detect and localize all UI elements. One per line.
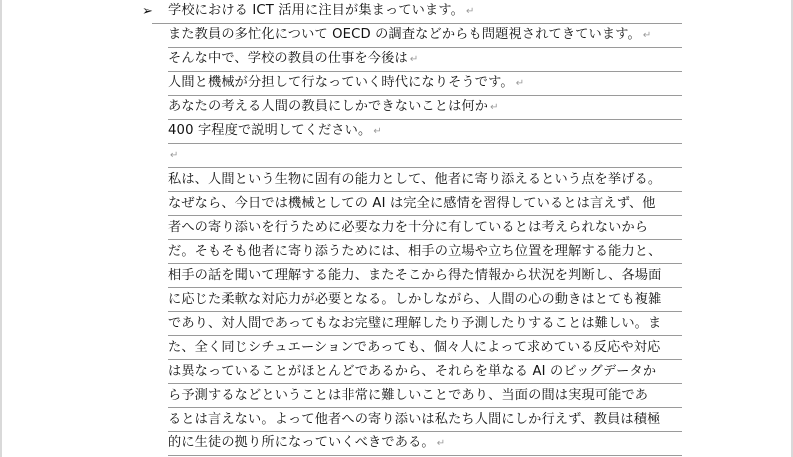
line-text: ら予測するなどということは非常に難しいことであり、当面の間は実現可能であ xyxy=(168,388,649,403)
text-line xyxy=(168,96,682,120)
text-line xyxy=(168,432,682,456)
line-text: であり、対人間であってもなお完璧に理解したり予測したりすることは難しい。ま xyxy=(168,316,662,331)
line-text: 者への寄り添いを行うために必要な力を十分に有しているとは考えられないから xyxy=(168,220,649,235)
text-line xyxy=(152,0,682,24)
text-line xyxy=(168,24,682,48)
text-line xyxy=(168,48,682,72)
line-text: た、全く同じシチュエーションであっても、個々人によって求めている反応や対応 xyxy=(168,340,661,355)
line-text: また教員の多忙化について OECD の調査などからも問題視されてきています。 ↵ xyxy=(168,27,652,42)
text-line xyxy=(168,168,682,192)
text-line xyxy=(168,72,682,96)
text-line xyxy=(168,240,682,264)
line-text: に応じた柔軟な対応力が必要となる。しかしながら、人間の心の動きはとても複雑 xyxy=(168,292,662,307)
line-text: 私は、人間という生物に固有の能力として、他者に寄り添えるという点を挙げる。 xyxy=(168,172,662,187)
paragraph-mark-icon: ↵ xyxy=(515,78,525,89)
line-text: 的に生徒の拠り所になっていくべきである。 ↵ xyxy=(168,435,446,450)
paragraph-mark-icon: ↵ xyxy=(436,438,446,449)
line-text: 学校における ICT 活用に注目が集まっています。 ↵ xyxy=(168,3,475,18)
line-text: は異なっていることがほとんどであるから、それらを単なる AI のビッグデータか xyxy=(168,364,657,379)
line-text: あなたの考える人間の教員にしかできないことは何か ↵ xyxy=(168,99,499,114)
text-line xyxy=(168,384,682,408)
text-line xyxy=(168,192,682,216)
line-text: なぜなら、今日では機械としての AI は完全に感情を習得しているとは言えず、他 xyxy=(168,196,656,211)
text-line xyxy=(168,408,682,432)
line-text xyxy=(168,147,179,164)
paragraph-mark-icon: ↵ xyxy=(490,102,499,113)
text-line xyxy=(168,360,682,384)
bullet-arrow-icon: ➢ xyxy=(142,4,153,19)
text-line xyxy=(168,312,682,336)
line-text: そんな中で、学校の教員の仕事を今後は ↵ xyxy=(168,51,419,66)
text-line xyxy=(168,216,682,240)
paragraph-mark-icon: ↵ xyxy=(465,6,475,17)
text-line xyxy=(168,336,682,360)
text-line-empty xyxy=(168,144,682,168)
paragraph-mark-icon: ↵ xyxy=(373,126,382,137)
line-text: 相手の話を聞いて理解する能力、またそこから得た情報から状況を判断し、各場面 xyxy=(168,268,662,283)
text-line xyxy=(168,264,682,288)
line-text: 人間と機械が分担して行なっていく時代になりそうです。 ↵ xyxy=(168,75,525,90)
paragraph-mark-icon: ↵ xyxy=(170,150,179,161)
line-text: 400 字程度で説明してください。 ↵ xyxy=(168,123,382,138)
text-line xyxy=(168,288,682,312)
line-text: るとは言えない。よって他者への寄り添いは私たち人間にしか行えず、教員は積極 xyxy=(168,412,661,427)
line-text: だ。そもそも他者に寄り添うためには、相手の立場や立ち位置を理解する能力と、 xyxy=(168,244,662,259)
paragraph-mark-icon: ↵ xyxy=(642,30,652,41)
text-line xyxy=(168,120,682,144)
paragraph-mark-icon: ↵ xyxy=(409,54,419,65)
